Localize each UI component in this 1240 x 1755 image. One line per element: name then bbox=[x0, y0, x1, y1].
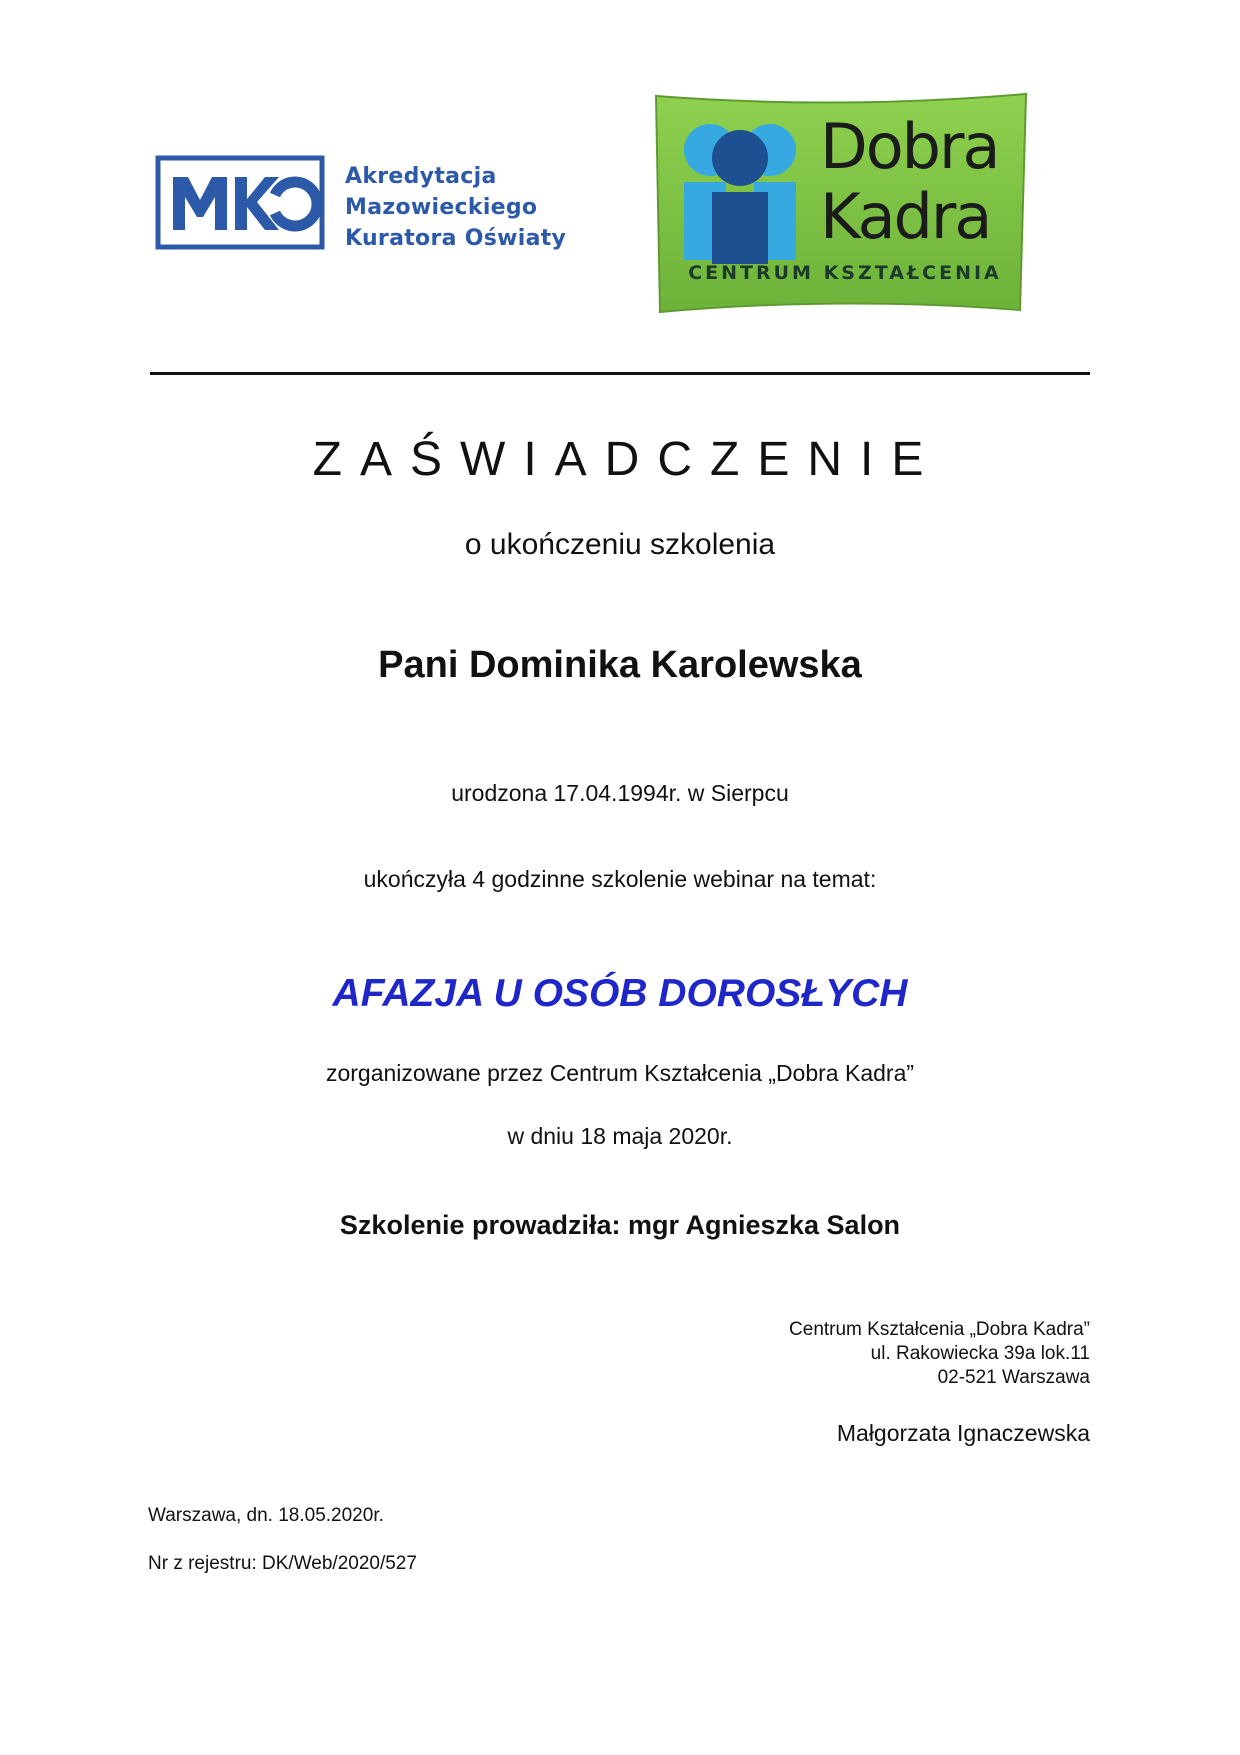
mko-text-line: Akredytacja bbox=[345, 164, 497, 189]
mko-text-line: Kuratora Oświaty bbox=[345, 226, 567, 251]
course-topic: AFAZJA U OSÓB DOROSŁYCH bbox=[332, 972, 908, 1015]
mko-logo bbox=[155, 155, 575, 255]
dk-name-line: Dobra bbox=[820, 110, 999, 183]
certificate-title: ZAŚWIADCZENIE bbox=[312, 433, 942, 486]
dobra-kadra-subtitle: CENTRUM KSZTAŁCENIA bbox=[688, 262, 1002, 284]
issue-place-date: Warszawa, dn. 18.05.2020r. bbox=[148, 1505, 384, 1526]
recipient-name: Pani Dominika Karolewska bbox=[378, 644, 862, 686]
address-line: ul. Rakowiecka 39a lok.11 bbox=[870, 1343, 1090, 1364]
dobra-kadra-logo bbox=[650, 92, 1032, 314]
address-line: 02-521 Warszawa bbox=[937, 1367, 1090, 1388]
header-divider bbox=[150, 372, 1090, 375]
mko-emblem-icon bbox=[155, 155, 325, 250]
birth-info: urodzona 17.04.1994r. w Sierpcu bbox=[451, 780, 789, 806]
certificate-subtitle: o ukończeniu szkolenia bbox=[464, 528, 776, 561]
dk-name-line: Kadra bbox=[820, 180, 991, 253]
course-date: w dniu 18 maja 2020r. bbox=[507, 1123, 733, 1149]
instructor-line: Szkolenie prowadziła: mgr Agnieszka Salon bbox=[339, 1210, 901, 1240]
address-line: Centrum Kształcenia „Dobra Kadra” bbox=[789, 1319, 1090, 1340]
mko-text-line: Mazowieckiego bbox=[345, 195, 538, 220]
issuer-address bbox=[789, 1318, 1090, 1390]
completion-statement: ukończyła 4 godzinne szkolenie webinar na temat: bbox=[363, 866, 877, 892]
organizer-statement: zorganizowane przez Centrum Kształcenia „Dobra Kadra” bbox=[325, 1060, 915, 1086]
mko-accreditation-text bbox=[345, 161, 566, 254]
registry-number: Nr z rejestru: DK/Web/2020/527 bbox=[148, 1553, 417, 1574]
dobra-kadra-name bbox=[820, 112, 999, 252]
signatory-name: Małgorzata Ignaczewska bbox=[836, 1420, 1090, 1446]
